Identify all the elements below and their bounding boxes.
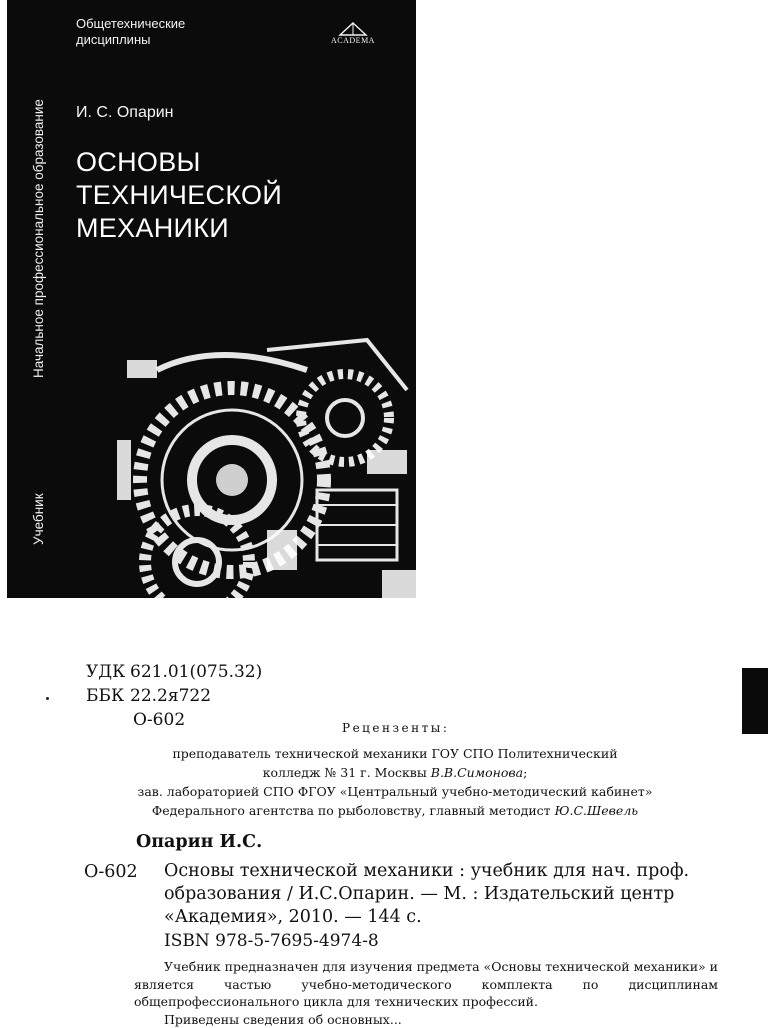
cover-title-line-3: МЕХАНИКИ	[76, 212, 282, 245]
gears-illustration	[117, 330, 416, 598]
classification-codes	[86, 660, 262, 732]
biblio-description: Основы технической механики : учебник для нач. проф. образования / И.С.Опарин. — М. : Издательский центр «Академия», 2010. — 144 с.	[164, 860, 716, 929]
annotation-text: Учебник предназначен для изучения предмета «Основы технической механики» и является частью учебно-методического комплекта по дисциплинам общепрофессионального цикла для технических профессий.	[134, 958, 718, 1011]
scan-speck	[46, 697, 49, 700]
cover-title-line-2: ТЕХНИЧЕСКОЙ	[76, 179, 282, 212]
biblio-code: О-602	[84, 862, 138, 882]
education-level-label: Начальное профессиональное образование	[31, 99, 46, 378]
academia-logo-icon	[338, 22, 368, 36]
series-line-2: дисциплины	[76, 32, 185, 48]
bbk-value: 22.2я722	[130, 684, 211, 708]
reviewer-2-line-1: зав. лабораторией СПО ФГОУ «Центральный учебно-методический кабинет»	[130, 782, 660, 801]
book-type-label: Учебник	[31, 493, 46, 545]
isbn: ISBN 978-5-7695-4974-8	[164, 931, 379, 951]
publisher-logo	[327, 22, 379, 45]
reviewer-1-line-2: колледж № 31 г. Москвы В.В.Симонова;	[130, 763, 660, 782]
cover-title-line-1: ОСНОВЫ	[76, 146, 282, 179]
series-line-1: Общетехнические	[76, 16, 185, 32]
udk-row	[86, 660, 262, 684]
reviewer-2-name: Ю.С.Шевель	[555, 803, 639, 818]
book-cover	[7, 0, 416, 598]
udk-value: 621.01(075.32)	[130, 660, 262, 684]
bbk-label: ББК	[86, 684, 130, 708]
cover-author: И. С. Опарин	[76, 104, 174, 122]
annotation-cut-line: Приведены сведения об основных...	[134, 1011, 718, 1028]
publisher-logo-text: ACADEMA	[327, 36, 379, 45]
series-label	[76, 16, 185, 48]
bbk-row	[86, 684, 262, 708]
author-mark: О-602	[86, 708, 262, 732]
udk-label: УДК	[86, 660, 130, 684]
page-edge-tab	[742, 668, 768, 734]
reviewers-heading: Рецензенты:	[342, 721, 449, 735]
reviewer-1-college: колледж № 31 г. Москвы	[263, 765, 427, 780]
cover-title	[76, 146, 282, 245]
reviewer-1-name: В.В.Симонова	[431, 765, 523, 780]
reviewer-2-role: Федерального агентства по рыболовству, главный методист	[152, 803, 551, 818]
reviewer-2-line-2	[130, 801, 660, 820]
reviewers-list	[130, 744, 660, 820]
reviewer-1-line-1: преподаватель технической механики ГОУ СПО Политехнический	[130, 744, 660, 763]
annotation	[134, 958, 718, 1028]
biblio-author: Опарин И.С.	[136, 832, 262, 852]
